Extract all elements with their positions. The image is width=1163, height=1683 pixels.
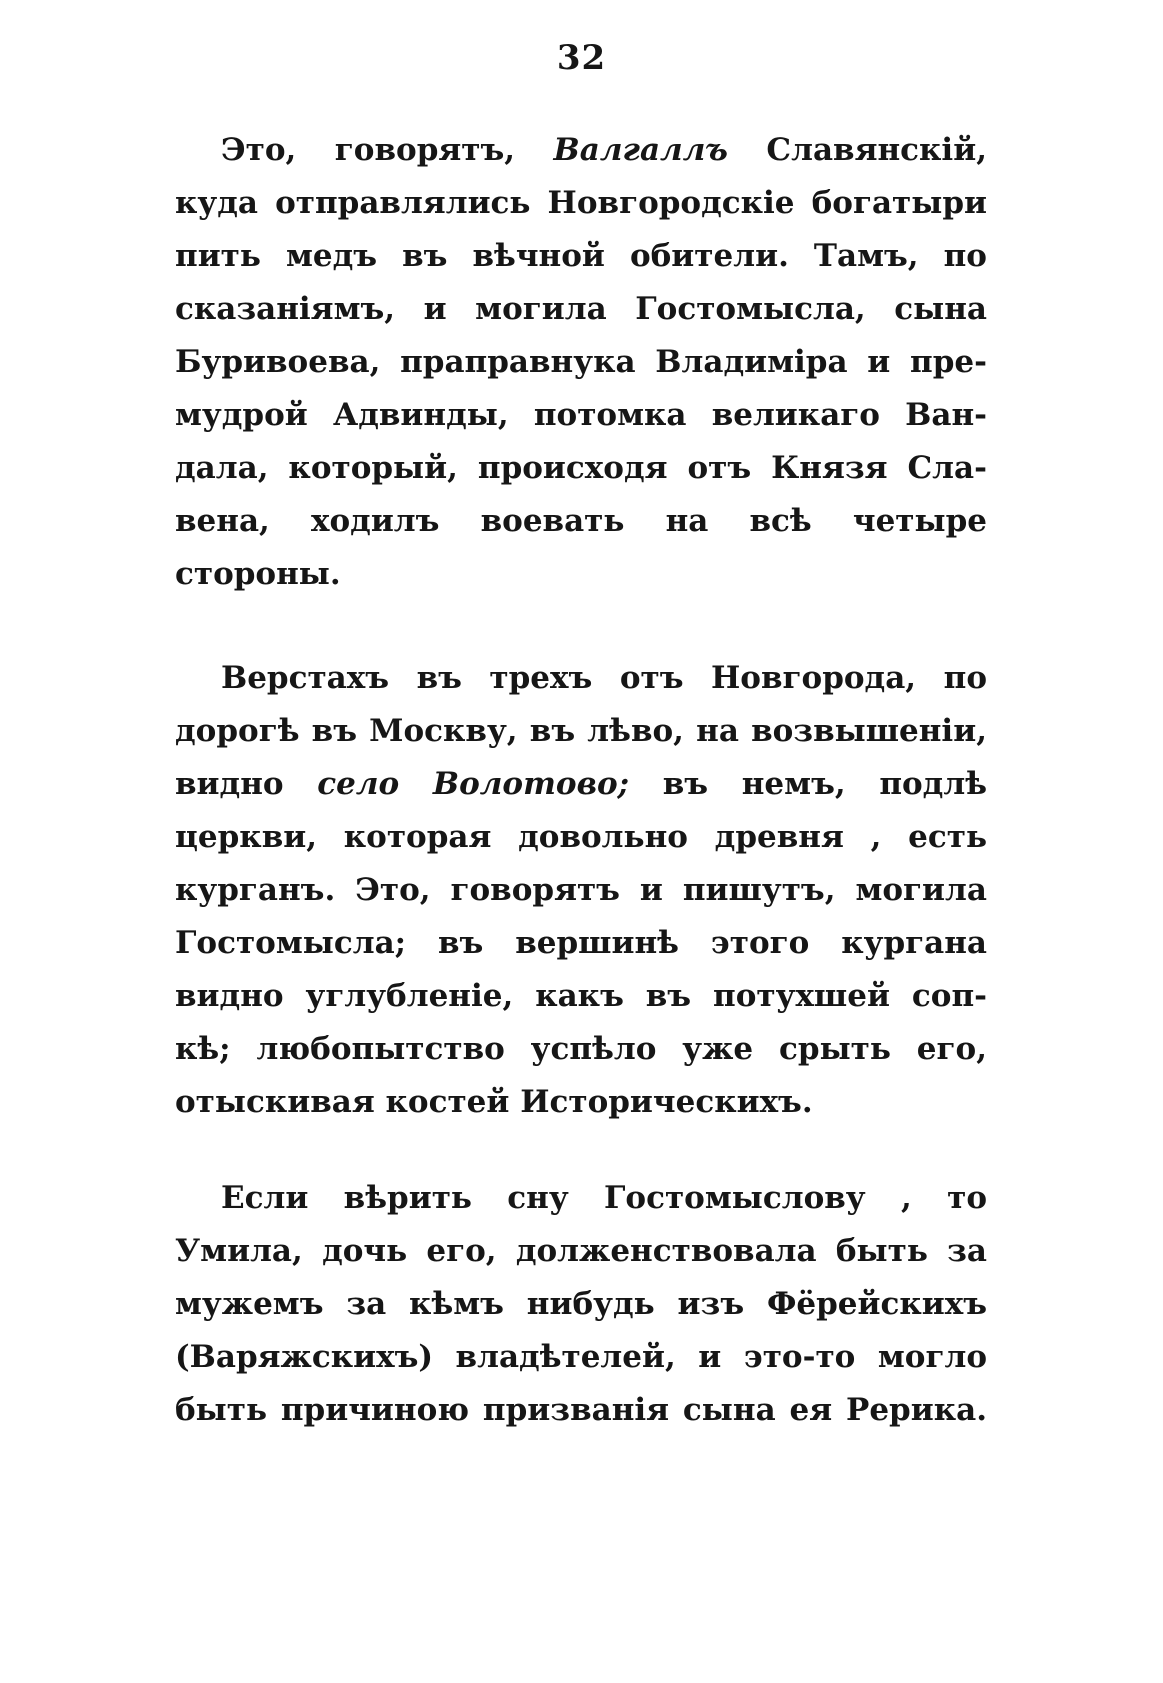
text-line: Верстахъ въ трехъ отъ Новгорода, по <box>221 660 987 696</box>
text-line: куда отправлялись Новгородскіе богатыри <box>175 185 987 221</box>
text-line: Буривоева, праправнука Владиміра и пре- <box>175 344 987 380</box>
text-line: быть причиною призванія сына ея Рерика. <box>175 1392 987 1428</box>
text-line: вена, ходилъ воевать на всѣ четыре <box>175 503 987 539</box>
text-line: Это, говорятъ, Валгаллъ Славянскій, <box>221 132 987 168</box>
text-line: мужемъ за кѣмъ нибудь изъ Фёрейскихъ <box>175 1286 987 1322</box>
paragraph <box>175 1172 987 1437</box>
text-line: (Варяжскихъ) владѣтелей, и это-то могло <box>175 1339 987 1375</box>
text-line: мудрой Адвинды, потомка великаго Ван- <box>175 397 987 433</box>
page-number: 32 <box>556 38 607 78</box>
text-line: видно село Волотово; въ немъ, подлѣ <box>175 766 987 802</box>
text-line: Если вѣрить сну Гостомыслову , то <box>221 1180 987 1216</box>
text-line: дала, который, происходя отъ Князя Сла- <box>175 450 987 486</box>
text-line: Умила, дочь его, долженствовала быть за <box>175 1233 987 1269</box>
text-line: видно углубленіе, какъ въ потухшей соп- <box>175 978 987 1014</box>
text-line: сказаніямъ, и могила Гостомысла, сына <box>175 291 987 327</box>
paragraph <box>175 124 987 601</box>
text-line: церкви, которая довольно древня , есть <box>175 819 987 855</box>
text-line: стороны. <box>175 556 341 592</box>
text-line: отыскивая костей Историческихъ. <box>175 1084 813 1120</box>
text-line: кѣ; любопытство успѣло уже срыть его, <box>175 1031 987 1067</box>
text-line: курганъ. Это, говорятъ и пишутъ, могила <box>175 872 987 908</box>
text-line: Гостомысла; въ вершинѣ этого кургана <box>175 925 987 961</box>
paragraph <box>175 652 987 1129</box>
text-line: дорогѣ въ Москву, въ лѣво, на возвышеніи, <box>175 713 987 749</box>
text-line: пить медъ въ вѣчной обители. Тамъ, по <box>175 238 987 274</box>
